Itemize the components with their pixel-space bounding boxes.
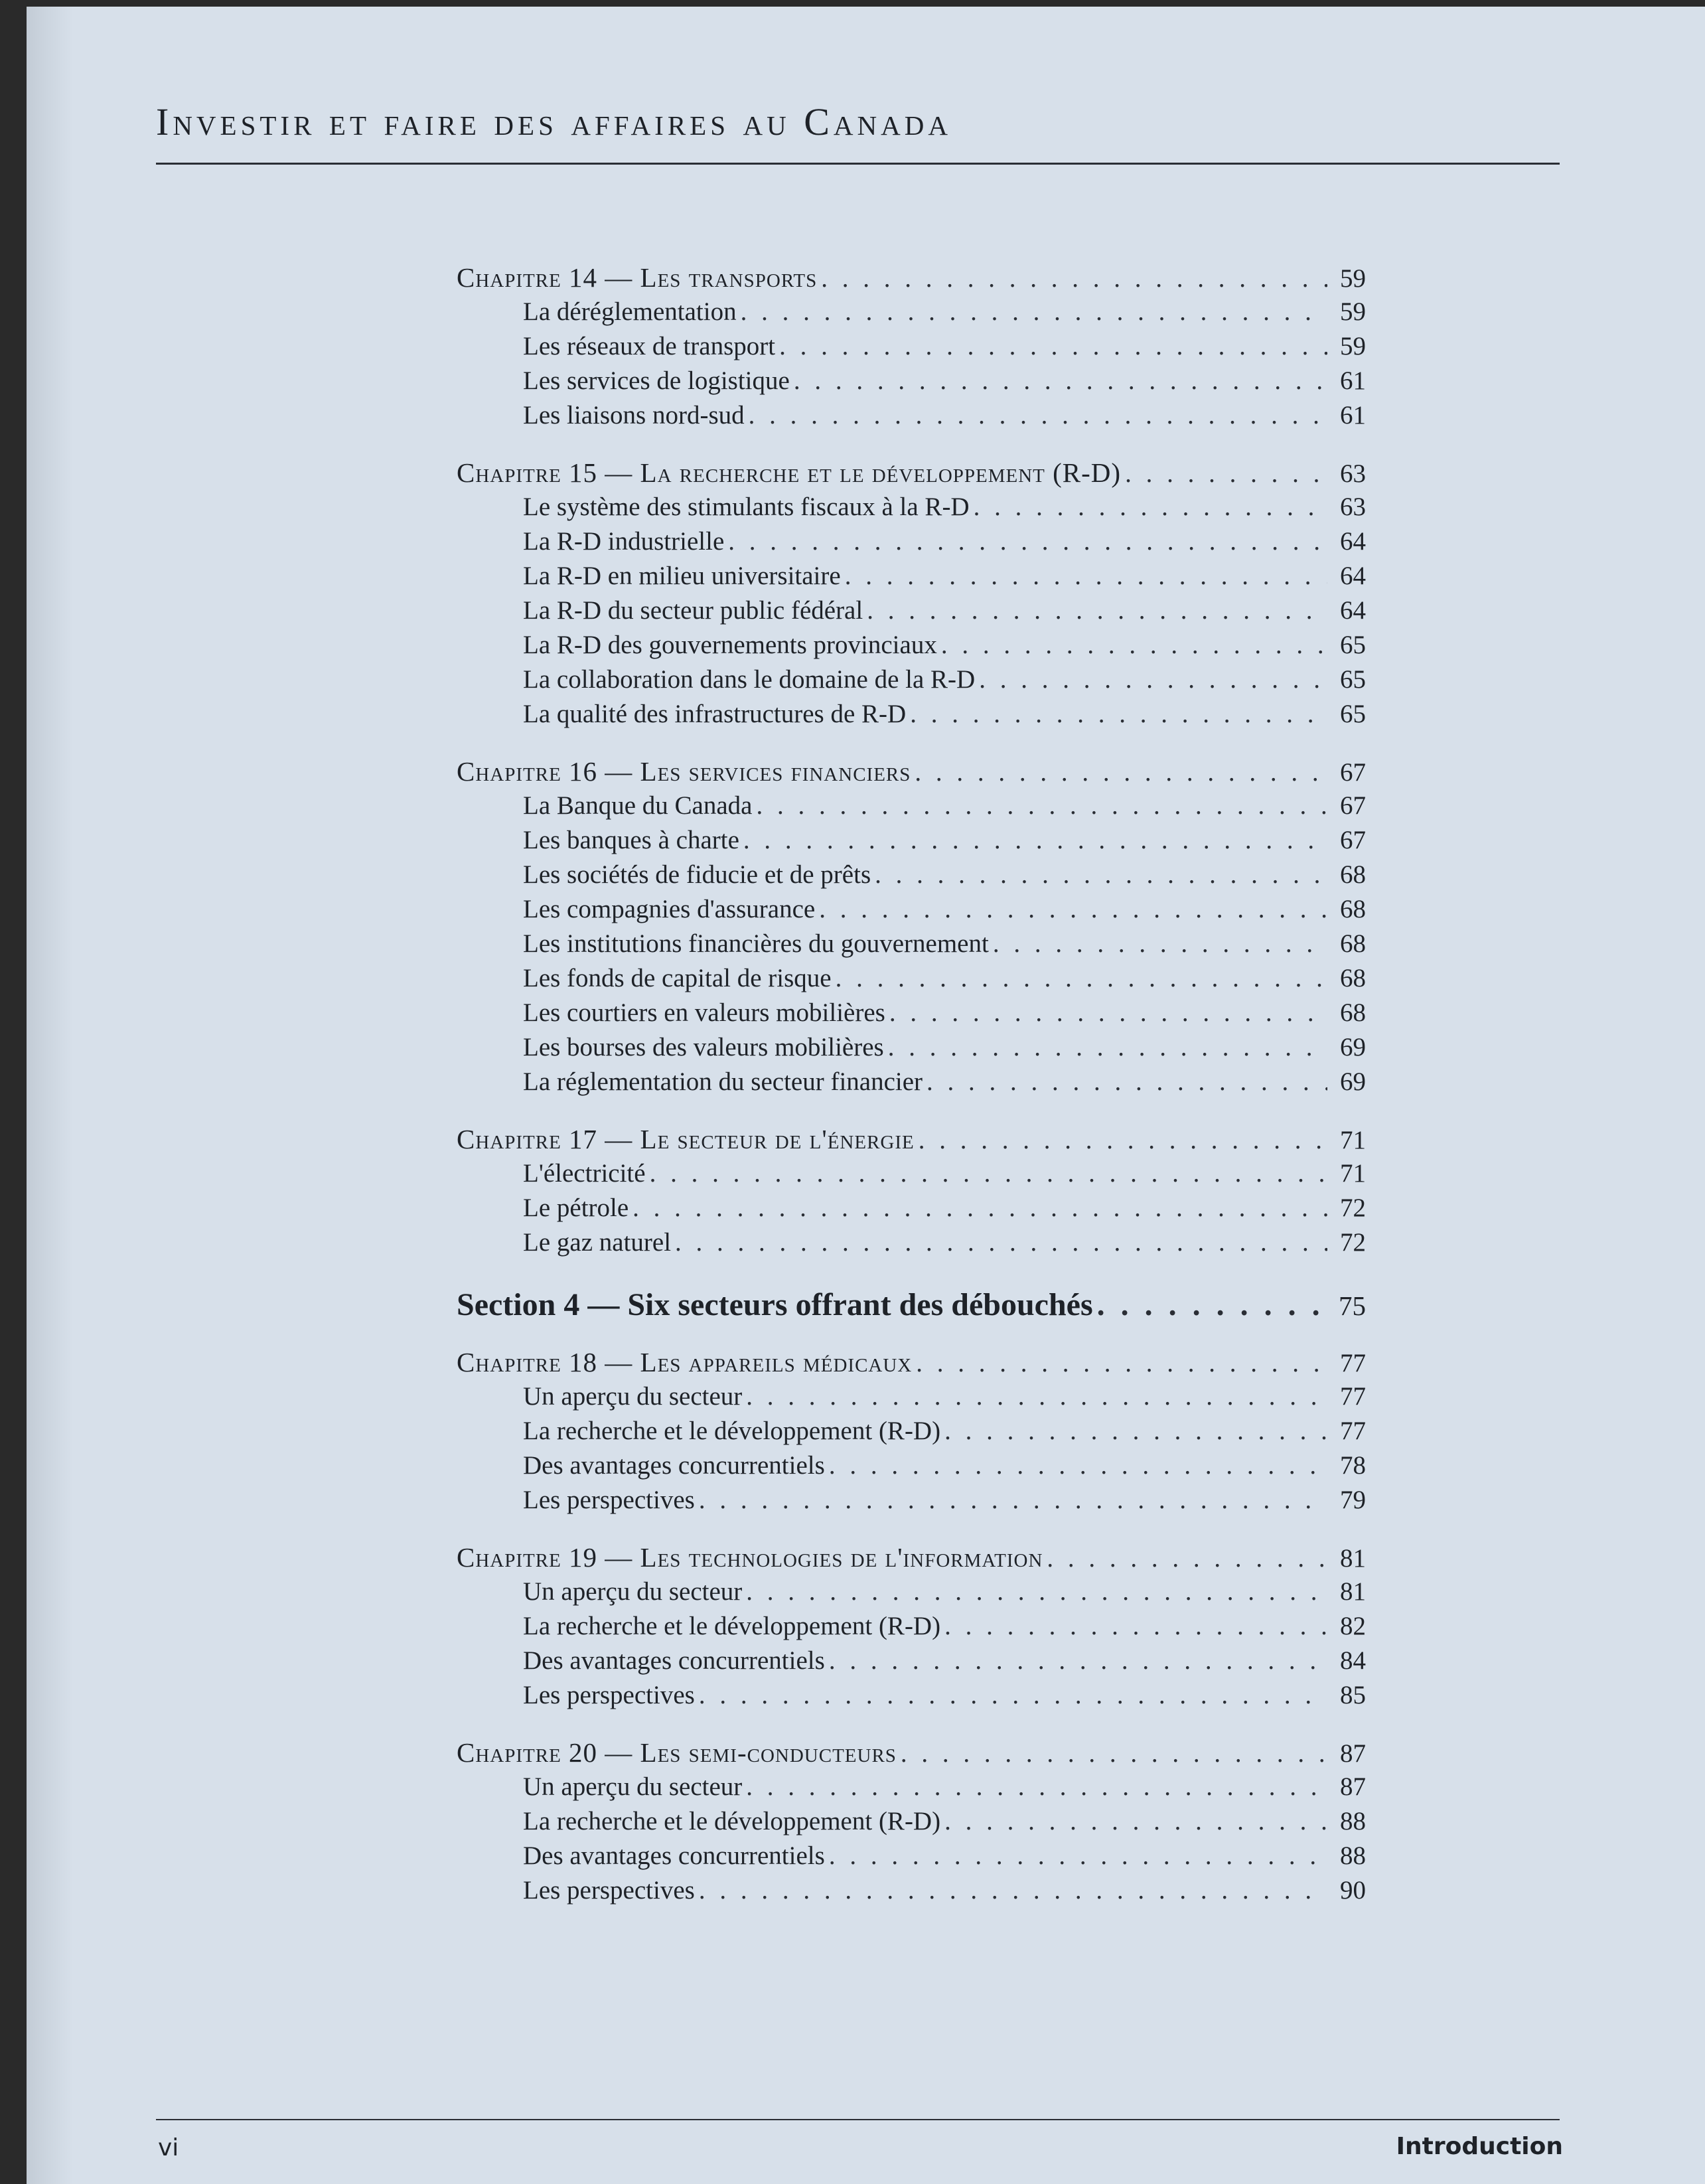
entry-title: Un aperçu du secteur [523, 1577, 743, 1606]
toc-chapter [457, 1735, 1366, 1908]
entry-title: La déréglementation [523, 297, 737, 326]
dot-leader [836, 961, 1327, 996]
toc-subentry [457, 593, 1366, 628]
entry-title: Les liaisons nord-sud [523, 401, 745, 429]
entry-page-number: 72 [1340, 1228, 1366, 1257]
entry-title: Des avantages concurrentiels [523, 1841, 825, 1870]
chapter-heading [457, 1540, 1366, 1575]
entry-page-number: 65 [1340, 665, 1366, 694]
toc-subentry [457, 1804, 1366, 1839]
entry-page-number: 67 [1340, 791, 1366, 820]
entry-title: La qualité des infrastructures de R-D [523, 700, 907, 728]
dot-leader [699, 1873, 1327, 1908]
entry-title: Les perspectives [523, 1876, 695, 1905]
entry-title: Chapitre 19 — Les technologies de l'information [457, 1542, 1043, 1573]
toc-subentry [457, 364, 1366, 398]
entry-title: Les perspectives [523, 1486, 695, 1514]
dot-leader [821, 262, 1327, 296]
entry-title: La R-D en milieu universitaire [523, 562, 841, 590]
dot-leader [1047, 1541, 1327, 1576]
entry-title: Chapitre 15 — La recherche et le développement (R-D) [457, 457, 1122, 488]
entry-page-number: 75 [1339, 1290, 1366, 1321]
entry-page-number: 81 [1340, 1577, 1366, 1606]
dot-leader [829, 1644, 1327, 1678]
running-head: Investir et faire des affaires au Canada [156, 100, 952, 143]
dot-leader [819, 892, 1327, 927]
toc-subentry [457, 823, 1366, 858]
entry-page-number: 77 [1340, 1417, 1366, 1445]
toc-chapter [457, 1122, 1366, 1260]
entry-title: Les banques à charte [523, 826, 739, 854]
toc-subentry [457, 1873, 1366, 1908]
toc-subentry [457, 1678, 1366, 1713]
entry-page-number: 64 [1340, 562, 1366, 590]
entry-page-number: 90 [1340, 1876, 1366, 1905]
toc-subentry [457, 927, 1366, 961]
dot-leader [699, 1483, 1327, 1518]
entry-page-number: 64 [1340, 596, 1366, 625]
entry-title: Chapitre 18 — Les appareils médicaux [457, 1347, 913, 1377]
toc-subentry [457, 961, 1366, 996]
entry-page-number: 77 [1340, 1382, 1366, 1411]
entry-title: Chapitre 16 — Les services financiers [457, 756, 911, 787]
entry-title: Les réseaux de transport [523, 332, 776, 360]
toc-subentry [457, 559, 1366, 593]
footer-section-name: Introduction [1396, 2133, 1563, 2160]
dot-leader [993, 927, 1327, 961]
toc-subentry [457, 1609, 1366, 1644]
toc-chapter [457, 260, 1366, 433]
entry-page-number: 85 [1340, 1681, 1366, 1709]
entry-title: Le gaz naturel [523, 1228, 672, 1257]
entry-title: Des avantages concurrentiels [523, 1646, 825, 1675]
toc-subentry [457, 1483, 1366, 1518]
toc-chapter [457, 1540, 1366, 1713]
toc-subentry [457, 996, 1366, 1030]
entry-page-number: 61 [1340, 366, 1366, 395]
entry-title: La réglementation du secteur financier [523, 1067, 923, 1096]
entry-page-number: 69 [1340, 1033, 1366, 1061]
toc-subentry [457, 892, 1366, 927]
entry-title: Chapitre 14 — Les transports [457, 262, 818, 293]
dot-leader [746, 1575, 1327, 1609]
footer-rule [156, 2119, 1560, 2120]
dot-leader [632, 1191, 1327, 1225]
entry-page-number: 78 [1340, 1451, 1366, 1480]
dot-leader [1125, 457, 1327, 491]
dot-leader [829, 1839, 1327, 1873]
entry-title: La recherche et le développement (R-D) [523, 1612, 941, 1640]
toc-subentry [457, 398, 1366, 433]
toc-section [457, 1283, 1366, 1328]
entry-title: La collaboration dans le domaine de la R-D [523, 665, 976, 694]
document-page [27, 7, 1705, 2184]
entry-page-number: 59 [1340, 332, 1366, 360]
entry-page-number: 68 [1340, 998, 1366, 1027]
dot-leader [749, 398, 1327, 433]
entry-page-number: 88 [1340, 1841, 1366, 1870]
entry-title: Section 4 — Six secteurs offrant des débouchés [457, 1287, 1093, 1322]
toc-subentry [457, 329, 1366, 364]
dot-leader [941, 628, 1327, 663]
toc-subentry [457, 1575, 1366, 1609]
dot-leader [889, 996, 1327, 1030]
entry-page-number: 72 [1340, 1194, 1366, 1222]
dot-leader [927, 1065, 1327, 1099]
entry-page-number: 61 [1340, 401, 1366, 429]
entry-title: Les fonds de capital de risque [523, 964, 832, 992]
entry-page-number: 88 [1340, 1807, 1366, 1835]
entry-title: Les institutions financières du gouvernement [523, 929, 989, 958]
dot-leader [845, 559, 1327, 593]
entry-page-number: 68 [1340, 929, 1366, 958]
entry-page-number: 68 [1340, 895, 1366, 923]
entry-title: Les courtiers en valeurs mobilières [523, 998, 885, 1027]
section-heading [457, 1283, 1366, 1328]
dot-leader [916, 1346, 1327, 1381]
chapter-heading [457, 1735, 1366, 1770]
entry-page-number: 79 [1340, 1486, 1366, 1514]
toc-subentry [457, 1030, 1366, 1065]
entry-page-number: 71 [1340, 1159, 1366, 1188]
dot-leader [743, 823, 1327, 858]
entry-title: Des avantages concurrentiels [523, 1451, 825, 1480]
header-rule [156, 163, 1560, 165]
dot-leader [944, 1609, 1327, 1644]
entry-title: La recherche et le développement (R-D) [523, 1417, 941, 1445]
dot-leader [1097, 1283, 1327, 1328]
chapter-heading [457, 754, 1366, 789]
entry-title: La R-D industrielle [523, 527, 725, 556]
entry-page-number: 63 [1340, 459, 1366, 488]
entry-title: Chapitre 17 — Le secteur de l'énergie [457, 1124, 915, 1154]
dot-leader [919, 1123, 1327, 1158]
toc-subentry [457, 524, 1366, 559]
entry-page-number: 65 [1340, 700, 1366, 728]
page-spine-shadow [27, 7, 73, 2184]
entry-page-number: 69 [1340, 1067, 1366, 1096]
toc-subentry [457, 1156, 1366, 1191]
dot-leader [741, 295, 1327, 329]
dot-leader [746, 1379, 1327, 1414]
entry-title: Chapitre 20 — Les semi-conducteurs [457, 1737, 897, 1768]
dot-leader [910, 697, 1327, 732]
entry-title: Le système des stimulants fiscaux à la R-D [523, 493, 970, 521]
entry-page-number: 59 [1340, 264, 1366, 293]
entry-title: Un aperçu du secteur [523, 1772, 743, 1801]
entry-page-number: 68 [1340, 964, 1366, 992]
toc-subentry [457, 1839, 1366, 1873]
toc-subentry [457, 663, 1366, 697]
entry-title: Le pétrole [523, 1194, 629, 1222]
toc-chapter [457, 1345, 1366, 1518]
entry-title: Un aperçu du secteur [523, 1382, 743, 1411]
table-of-contents [457, 260, 1366, 1930]
entry-page-number: 59 [1340, 297, 1366, 326]
dot-leader [779, 329, 1327, 364]
dot-leader [888, 1030, 1327, 1065]
dot-leader [699, 1678, 1327, 1713]
entry-title: Les sociétés de fiducie et de prêts [523, 860, 871, 889]
toc-subentry [457, 1065, 1366, 1099]
dot-leader [829, 1448, 1327, 1483]
entry-page-number: 65 [1340, 631, 1366, 659]
dot-leader [979, 663, 1327, 697]
chapter-heading [457, 455, 1366, 490]
dot-leader [675, 1225, 1327, 1260]
toc-subentry [457, 697, 1366, 732]
toc-subentry [457, 1644, 1366, 1678]
chapter-heading [457, 1122, 1366, 1156]
entry-title: L'électricité [523, 1159, 646, 1188]
dot-leader [794, 364, 1327, 398]
dot-leader [746, 1770, 1327, 1804]
entry-title: Les perspectives [523, 1681, 695, 1709]
dot-leader [944, 1804, 1327, 1839]
dot-leader [650, 1156, 1327, 1191]
toc-subentry [457, 1191, 1366, 1225]
entry-page-number: 68 [1340, 860, 1366, 889]
toc-subentry [457, 628, 1366, 663]
toc-subentry [457, 1379, 1366, 1414]
entry-page-number: 87 [1340, 1739, 1366, 1768]
dot-leader [728, 524, 1327, 559]
dot-leader [915, 755, 1327, 790]
dot-leader [867, 593, 1327, 628]
toc-subentry [457, 1225, 1366, 1260]
toc-subentry [457, 490, 1366, 524]
page-number: vi [158, 2134, 179, 2161]
dot-leader [901, 1737, 1327, 1771]
entry-title: Les compagnies d'assurance [523, 895, 816, 923]
entry-page-number: 67 [1340, 758, 1366, 787]
toc-chapter [457, 754, 1366, 1099]
toc-chapter [457, 455, 1366, 732]
entry-title: Les bourses des valeurs mobilières [523, 1033, 884, 1061]
entry-title: La Banque du Canada [523, 791, 753, 820]
entry-title: La R-D du secteur public fédéral [523, 596, 863, 625]
dot-leader [974, 490, 1327, 524]
entry-page-number: 77 [1340, 1349, 1366, 1377]
entry-page-number: 87 [1340, 1772, 1366, 1801]
entry-title: La recherche et le développement (R-D) [523, 1807, 941, 1835]
entry-title: La R-D des gouvernements provinciaux [523, 631, 937, 659]
entry-page-number: 67 [1340, 826, 1366, 854]
toc-subentry [457, 295, 1366, 329]
dot-leader [756, 789, 1327, 823]
entry-title: Les services de logistique [523, 366, 790, 395]
dot-leader [875, 858, 1327, 892]
entry-page-number: 71 [1340, 1126, 1366, 1154]
toc-subentry [457, 1770, 1366, 1804]
entry-page-number: 63 [1340, 493, 1366, 521]
entry-page-number: 64 [1340, 527, 1366, 556]
entry-page-number: 84 [1340, 1646, 1366, 1675]
chapter-heading [457, 1345, 1366, 1379]
entry-page-number: 82 [1340, 1612, 1366, 1640]
toc-subentry [457, 858, 1366, 892]
chapter-heading [457, 260, 1366, 295]
toc-subentry [457, 789, 1366, 823]
toc-subentry [457, 1414, 1366, 1448]
entry-page-number: 81 [1340, 1544, 1366, 1573]
toc-subentry [457, 1448, 1366, 1483]
dot-leader [944, 1414, 1327, 1448]
